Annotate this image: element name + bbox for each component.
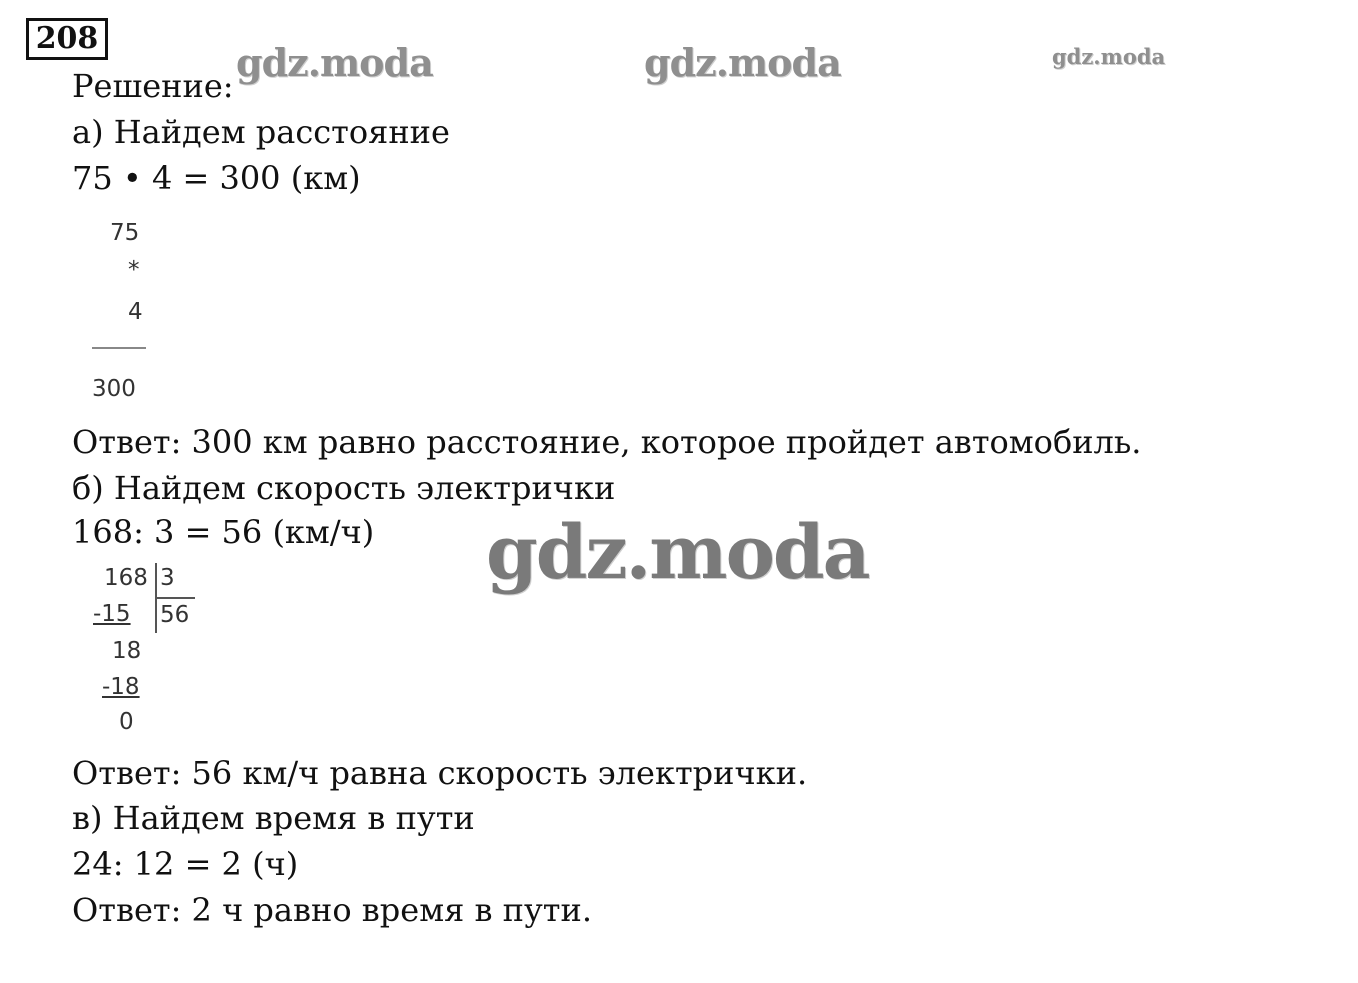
mult-operand-a: 75 bbox=[110, 220, 140, 246]
part-a-equation: 75 • 4 = 300 (км) bbox=[72, 159, 361, 197]
watermark-logo: gdz.moda bbox=[644, 40, 841, 85]
division-remainder-2: 0 bbox=[119, 709, 134, 735]
mult-rule bbox=[92, 347, 146, 349]
division-divisor: 3 bbox=[160, 565, 175, 591]
watermark-logo-large: gdz.moda bbox=[486, 510, 869, 596]
part-b-equation: 168: 3 = 56 (км/ч) bbox=[72, 513, 375, 551]
solution-label: Решение: bbox=[72, 67, 234, 105]
division-step-1: -15 bbox=[93, 601, 131, 627]
part-c-answer: Ответ: 2 ч равно время в пути. bbox=[72, 891, 592, 929]
part-a-answer: Ответ: 300 км равно расстояние, которое пройдет автомобиль. bbox=[72, 423, 1142, 461]
division-step-2: -18 bbox=[102, 674, 140, 700]
watermark-logo: gdz.moda bbox=[1052, 44, 1166, 69]
part-c-heading: в) Найдем время в пути bbox=[72, 799, 475, 837]
mult-operator: * bbox=[128, 257, 140, 283]
part-a-heading: а) Найдем расстояние bbox=[72, 113, 450, 151]
division-dividend: 168 bbox=[104, 565, 148, 591]
part-c-equation: 24: 12 = 2 (ч) bbox=[72, 845, 299, 883]
mult-result: 300 bbox=[92, 376, 136, 402]
watermark-logo: gdz.moda bbox=[236, 40, 433, 85]
division-quotient: 56 bbox=[160, 602, 190, 628]
mult-operand-b: 4 bbox=[128, 299, 143, 325]
task-number: 208 bbox=[26, 18, 108, 60]
division-remainder-1: 18 bbox=[112, 638, 142, 664]
part-b-answer: Ответ: 56 км/ч равна скорость электрички. bbox=[72, 754, 808, 792]
division-quotient-rule bbox=[155, 597, 195, 599]
part-b-heading: б) Найдем скорость электрички bbox=[72, 469, 616, 507]
